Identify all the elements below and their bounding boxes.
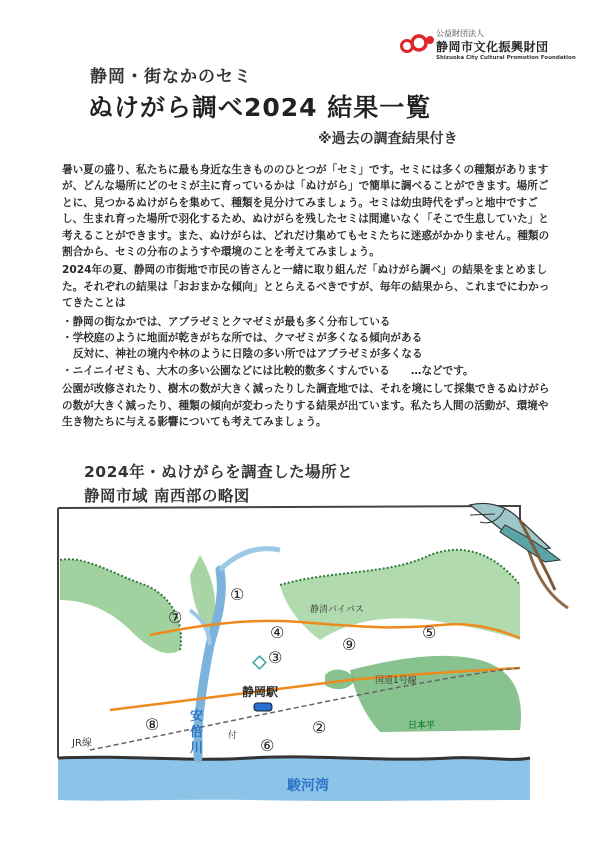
body-text [62,162,550,433]
area-map [50,500,570,845]
paragraph-intro: 暑い夏の盛り、私たちに最も身近な生きもののひとつが「セミ」です。セミには多くの種類がありますが、どんな場所にどのセミが主に育っているかは「ぬけがら」で簡単に調べることができます。場所ごとに、見つかるぬけがらを集めて、種類を見分けてみましょう。セミは幼虫時代をずっと地中ですごし、生まれ育った場所で羽化するため、ぬけがらを残したセミは間違いなく「そこで生息していた」と考えることができます。また、ぬけがらは、どれだけ集めてもセミたちに迷惑がかかりません。種類の割合から、セミの分布のようすや環境のことを考えてみましょう。 [62,164,550,259]
org-name: 静岡市文化振興財団 [436,40,549,54]
site-6: ⑥ [260,736,275,755]
forest-center [190,555,215,630]
label-river-char: 倍 [190,725,204,740]
label-nihondaira: 日本平 [408,721,436,731]
map-heading-line1: 2024年・ぬけがらを調査した場所と [84,463,354,481]
site-marker-icon [253,656,266,669]
label-tsuki: 付 [228,731,238,741]
bullet-item: ・ニイニイゼミも、大木の多い公園などには比較的数多くすんでいる …などです。 [62,364,474,377]
site-8: ⑧ [145,715,160,734]
label-bay: 駿河湾 [287,778,329,794]
org-type: 公益財団法人 [436,29,484,38]
label-river-char: 安 [190,709,204,724]
river-tributary [220,549,280,570]
forest-west [60,559,181,653]
label-river [190,708,208,756]
page-subtitle: 静岡・街なかのセミ [90,67,252,87]
site-1: ① [230,585,245,604]
paragraph-results: 2024年の夏、静岡の市街地で市民の皆さんと一緒に取り組んだ「ぬけがら調べ」の結果をまとめました。それぞれの結果は「おおまかな傾向」ととらえるべきですが、毎年の結果から、これまでにわかってきたことは [62,264,550,310]
title-note: ※過去の調査結果付き [318,131,458,147]
paragraph-impact: 公園が改修されたり、樹木の数が大きく減ったりした調査地では、それを境にして採集できるぬけがらの数が大きく減ったり、種類の傾向が変わったりする結果が出ています。私たち人間の活動が、環境や生き物たちに与える影響についても考えてみましょう。 [62,383,550,429]
forest-nihondaira [350,656,521,732]
foundation-logo-icon [400,32,436,54]
site-9: ⑨ [342,635,357,654]
site-3: ③ [268,648,283,667]
bullet-item: 反対に、神社の境内や林のように日陰の多い所ではアブラゼミが多くなる [73,348,423,361]
label-route1: 国道1号線 [375,676,417,686]
label-bypass: 静清バイパス [310,605,364,615]
bullet-item: ・学校庭のように地面が乾きがちな所では、クマゼミが多くなる傾向がある [62,332,423,345]
site-7: ⑦ [168,608,183,627]
shizuoka-station-icon [254,703,272,711]
label-station: 静岡駅 [242,685,279,699]
map-heading-line2: 静岡市域 南西部の略図 [84,487,250,505]
org-english-name: Shizuoka City Cultural Promotion Foundation [436,55,576,61]
site-4: ④ [270,623,285,642]
bullet-item: ・静岡の街なかでは、アブラゼミとクマゼミが最も多く分布している [62,315,391,328]
site-2: ② [312,718,327,737]
organization-logo-block [400,28,590,68]
page-title: ぬけがら調べ2024 結果一覧 [88,93,432,122]
label-jr: JR線 [72,738,92,749]
site-5: ⑤ [422,623,437,642]
label-river-char: 川 [190,741,204,756]
